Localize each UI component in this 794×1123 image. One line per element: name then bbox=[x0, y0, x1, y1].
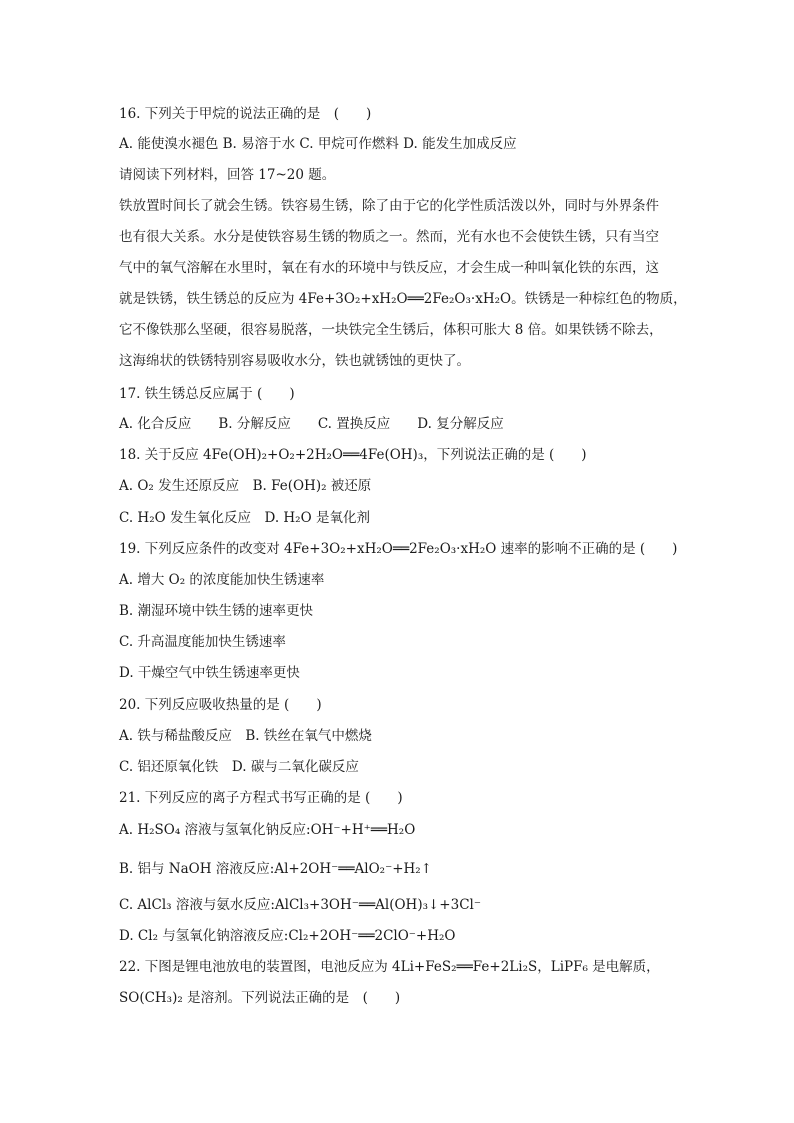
question-21-option-c: C. AlCl₃ 溶液与氨水反应:AlCl₃+3OH⁻══Al(OH)₃↓+3Cl⁻ bbox=[119, 897, 481, 913]
question-19-option-d: D. 干燥空气中铁生锈速率更快 bbox=[119, 665, 300, 681]
question-19-option-b: B. 潮湿环境中铁生锈的速率更快 bbox=[119, 603, 314, 619]
question-21-option-b: B. 铝与 NaOH 溶液反应:Al+2OH⁻══AlO₂⁻+H₂↑ bbox=[119, 861, 433, 877]
question-18-options-ab: A. O₂ 发生还原反应 B. Fe(OH)₂ 被还原 bbox=[119, 478, 372, 494]
question-21-option-d: D. Cl₂ 与氢氧化钠溶液反应:Cl₂+2OH⁻══2ClO⁻+H₂O bbox=[119, 928, 456, 944]
question-21-stem: 21. 下列反应的离子方程式书写正确的是 ( ) bbox=[119, 790, 403, 806]
question-19-stem: 19. 下列反应条件的改变对 4Fe+3O₂+xH₂O══2Fe₂O₃·xH₂O 速率的影响不正确的是 ( ) bbox=[119, 541, 678, 557]
passage-line-6: 这海绵状的铁锈特别容易吸收水分，铁也就锈蚀的更快了。 bbox=[119, 353, 470, 369]
question-18-stem: 18. 关于反应 4Fe(OH)₂+O₂+2H₂O══4Fe(OH)₃，下列说法正确的是 ( ) bbox=[119, 447, 587, 463]
question-20-options-cd: C. 铝还原氧化铁 D. 碳与二氧化碳反应 bbox=[119, 759, 359, 775]
question-17-options: A. 化合反应 B. 分解反应 C. 置换反应 D. 复分解反应 bbox=[119, 416, 504, 432]
passage-line-4: 就是铁锈，铁生锈总的反应为 4Fe+3O₂+xH₂O══2Fe₂O₃·xH₂O。铁锈是一种棕红色的物质， bbox=[119, 291, 687, 307]
question-17-stem: 17. 铁生锈总反应属于 ( ) bbox=[119, 386, 295, 402]
question-16-stem: 16. 下列关于甲烷的说法正确的是 ( ) bbox=[119, 106, 372, 122]
question-16-options: A. 能使溴水褪色 B. 易溶于水 C. 甲烷可作燃料 D. 能发生加成反应 bbox=[119, 136, 517, 152]
question-20-options-ab: A. 铁与稀盐酸反应 B. 铁丝在氧气中燃烧 bbox=[119, 728, 372, 744]
question-20-stem: 20. 下列反应吸收热量的是 ( ) bbox=[119, 697, 322, 713]
passage-line-1: 铁放置时间长了就会生锈。铁容易生锈，除了由于它的化学性质活泼以外，同时与外界条件 bbox=[119, 198, 659, 214]
question-21-option-a: A. H₂SO₄ 溶液与氢氧化钠反应:OH⁻+H⁺══H₂O bbox=[119, 822, 416, 838]
reading-instruction: 请阅读下列材料，回答 17~20 题。 bbox=[119, 167, 336, 183]
question-19-option-a: A. 增大 O₂ 的浓度能加快生锈速率 bbox=[119, 572, 325, 588]
passage-line-2: 也有很大关系。水分是使铁容易生锈的物质之一。然而，光有水也不会使铁生锈，只有当空 bbox=[119, 229, 659, 245]
question-22-stem-line-2: SO(CH₃)₂ 是溶剂。下列说法正确的是 ( ) bbox=[119, 990, 401, 1006]
question-18-options-cd: C. H₂O 发生氧化反应 D. H₂O 是氧化剂 bbox=[119, 510, 370, 526]
passage-line-3: 气中的氧气溶解在水里时，氧在有水的环境中与铁反应，才会生成一种叫氧化铁的东西，这 bbox=[119, 260, 659, 276]
question-19-option-c: C. 升高温度能加快生锈速率 bbox=[119, 634, 286, 650]
passage-line-5: 它不像铁那么坚硬，很容易脱落，一块铁完全生锈后，体积可胀大 8 倍。如果铁锈不除去， bbox=[119, 322, 663, 338]
question-22-stem-line-1: 22. 下图是锂电池放电的装置图，电池反应为 4Li+FeS₂══Fe+2Li₂S，LiPF₆ 是电解质， bbox=[119, 959, 660, 975]
